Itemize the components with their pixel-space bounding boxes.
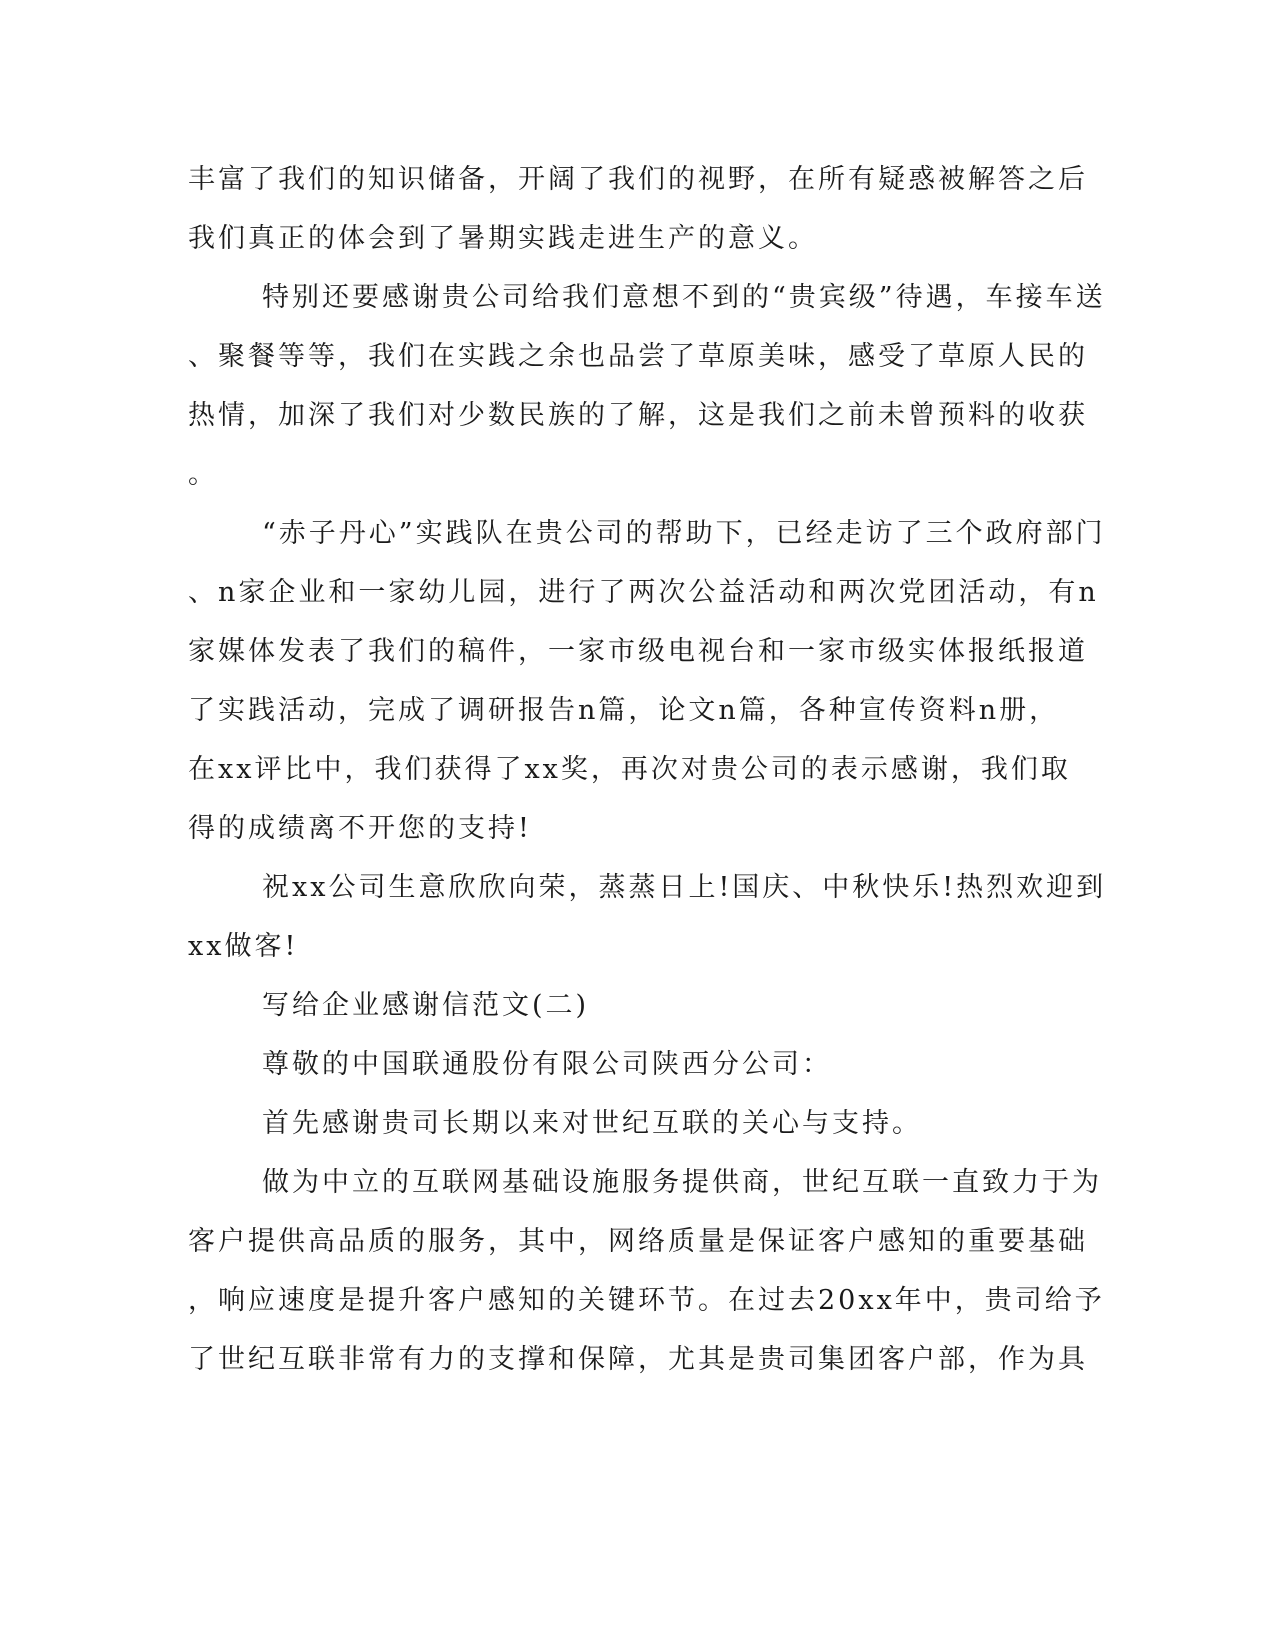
salutation: 尊敬的中国联通股份有限公司陕西分公司： — [262, 1049, 832, 1080]
paragraph-line: 了世纪互联非常有力的支撑和保障，尤其是贵司集团客户部，作为具 — [188, 1344, 1088, 1375]
paragraph-line: “赤子丹心”实践队在贵公司的帮助下，已经走访了三个政府部门 — [262, 518, 1106, 549]
paragraph-line: 做为中立的互联网基础设施服务提供商，世纪互联一直致力于为 — [262, 1167, 1102, 1198]
paragraph-line: 、n家企业和一家幼儿园，进行了两次公益活动和两次党团活动，有n — [188, 577, 1099, 608]
paragraph-line: ，响应速度是提升客户感知的关键环节。在过去20xx年中，贵司给予 — [188, 1285, 1105, 1316]
paragraph-line: 热情，加深了我们对少数民族的了解，这是我们之前未曾预料的收获 — [188, 400, 1088, 431]
paragraph-line: 。 — [188, 459, 218, 490]
paragraph-line: 、聚餐等等，我们在实践之余也品尝了草原美味，感受了草原人民的 — [188, 341, 1088, 372]
paragraph-line: 家媒体发表了我们的稿件，一家市级电视台和一家市级实体报纸报道 — [188, 636, 1088, 667]
section-heading: 写给企业感谢信范文(二) — [262, 990, 590, 1021]
paragraph-line: 祝xx公司生意欣欣向荣，蒸蒸日上!国庆、中秋快乐!热烈欢迎到 — [262, 872, 1107, 903]
paragraph-line: 我们真正的体会到了暑期实践走进生产的意义。 — [188, 223, 818, 254]
paragraph-line: 首先感谢贵司长期以来对世纪互联的关心与支持。 — [262, 1108, 922, 1139]
paragraph-line: 特别还要感谢贵公司给我们意想不到的“贵宾级”待遇，车接车送 — [262, 282, 1106, 313]
paragraph-line: 客户提供高品质的服务，其中，网络质量是保证客户感知的重要基础 — [188, 1226, 1088, 1257]
paragraph-line: 在xx评比中，我们获得了xx奖，再次对贵公司的表示感谢，我们取 — [188, 754, 1071, 785]
paragraph-line: 丰富了我们的知识储备，开阔了我们的视野，在所有疑惑被解答之后 — [188, 164, 1088, 195]
paragraph-line: 得的成绩离不开您的支持! — [188, 813, 532, 844]
paragraph-line: xx做客! — [188, 931, 299, 962]
paragraph-line: 了实践活动，完成了调研报告n篇，论文n篇，各种宣传资料n册， — [188, 695, 1060, 726]
